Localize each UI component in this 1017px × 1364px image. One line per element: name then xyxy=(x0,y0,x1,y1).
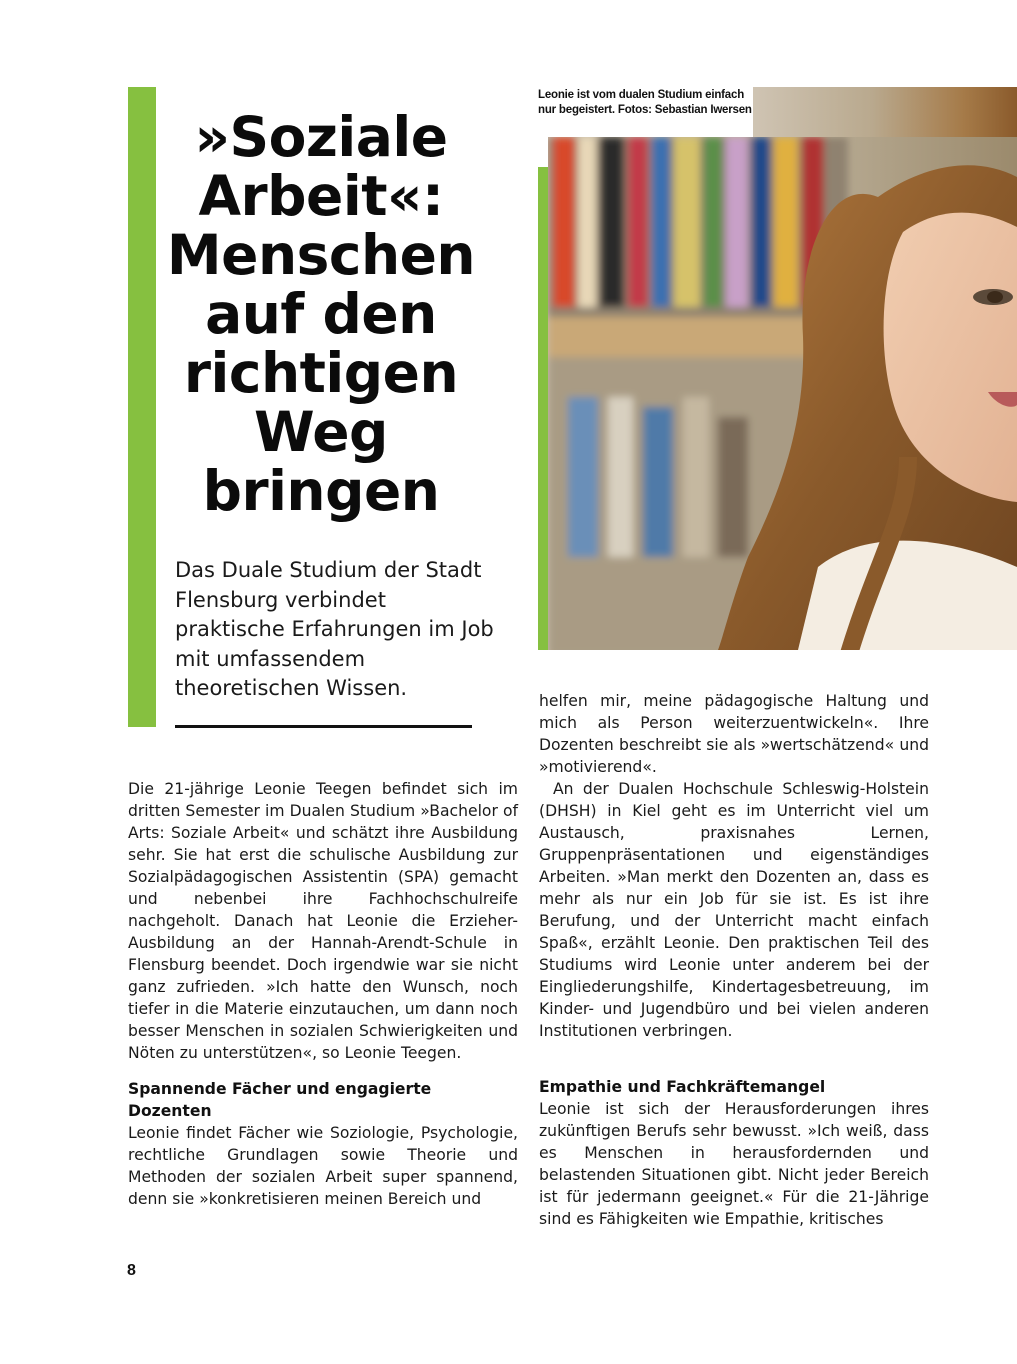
page-number: 8 xyxy=(127,1262,136,1279)
lead-paragraph: Das Duale Studium der Stadt Flensburg verbindet praktische Erfahrungen im Job mit umfassendem theoretischen Wissen. xyxy=(175,558,494,700)
section2-paragraph: Leonie ist sich der Herausforderungen ihres zukünftigen Berufs sehr bewusst. »Ich weiß, dass es Menschen in herausfordernden und belastenden Situationen gibt. Nicht jeder Bereich ist für jedermann geeignet.« Für die 21-Jährige sind es Fähigkeiten wie Empathie, kritisches xyxy=(539,1100,929,1228)
photo-top-strip xyxy=(753,87,1017,137)
accent-bar xyxy=(128,87,156,727)
section-heading-empathie: Empathie und Fachkräftemangel xyxy=(539,1078,826,1096)
article-column-left xyxy=(128,778,518,1210)
headline: »Soziale Arbeit«: Menschen auf den richtigen Weg bringen xyxy=(166,105,476,523)
lead-divider xyxy=(175,725,472,728)
article-column-right-bottom xyxy=(539,1076,929,1230)
section-heading-faecher: Spannende Fächer und engagierte Dozenten xyxy=(128,1080,432,1120)
article-column-right-top xyxy=(539,690,929,1042)
intro-paragraph: Die 21-jährige Leonie Teegen befindet sich im dritten Semester im Dualen Studium »Bachelor of Arts: Soziale Arbeit« und schätzt ihre Ausbildung sehr. Sie hat erst die schulische Ausbildung zur Sozialpädagogischen Assistentin (SPA) gemacht und nebenbei ihre Fachhochschulreife nachgeholt. Danach hat Leonie die Erzieher-Ausbildung an der Hannah-Arendt-Schule in Flensburg beendet. Doch irgendwie war sie nicht ganz zufrieden. »Ich hatte den Wunsch, noch tiefer in die Materie einzutauchen, um dann noch besser Menschen in sozialen Schwierigkeiten und Nöten zu unterstützen«, so Leonie Teegen. xyxy=(128,780,518,1062)
photo-accent-bar xyxy=(538,167,548,650)
portrait-photo-graphic xyxy=(548,137,1017,650)
section1-paragraph: Leonie findet Fächer wie Soziologie, Psychologie, rechtliche Grundlagen sowie Theorie und Methoden der sozialen Arbeit super spannend, denn sie »konkretisieren meinen Bereich und xyxy=(128,1124,518,1208)
photo-caption: Leonie ist vom dualen Studium einfach nur begeistert. Fotos: Sebastian Iwersen xyxy=(538,89,752,116)
section1-paragraph-2: An der Dualen Hochschule Schleswig-Holstein (DHSH) in Kiel geht es im Unterricht viel um Austausch, praxisnahes Lernen, Gruppenpräsentationen und eigenständiges Arbeiten. »Man merkt den Dozenten an, dass es mehr als nur ein Job für sie ist. Es ist ihre Berufung, und der Unterricht macht einfach Spaß«, erzählt Leonie. Den praktischen Teil des Studiums wird Leonie unter anderem bei der Eingliederungshilfe, Kindertagesbetreuung, im Kinder- und Jugendbüro und bei vielen anderen Institutionen verbringen. xyxy=(539,780,929,1040)
section1-continued-paragraph: helfen mir, meine pädagogische Haltung und mich als Person weiterzuentwickeln«. Ihre Dozenten beschreibt sie als »wertschätzend« und »motivierend«. xyxy=(539,692,929,776)
portrait-photo xyxy=(548,137,1017,650)
